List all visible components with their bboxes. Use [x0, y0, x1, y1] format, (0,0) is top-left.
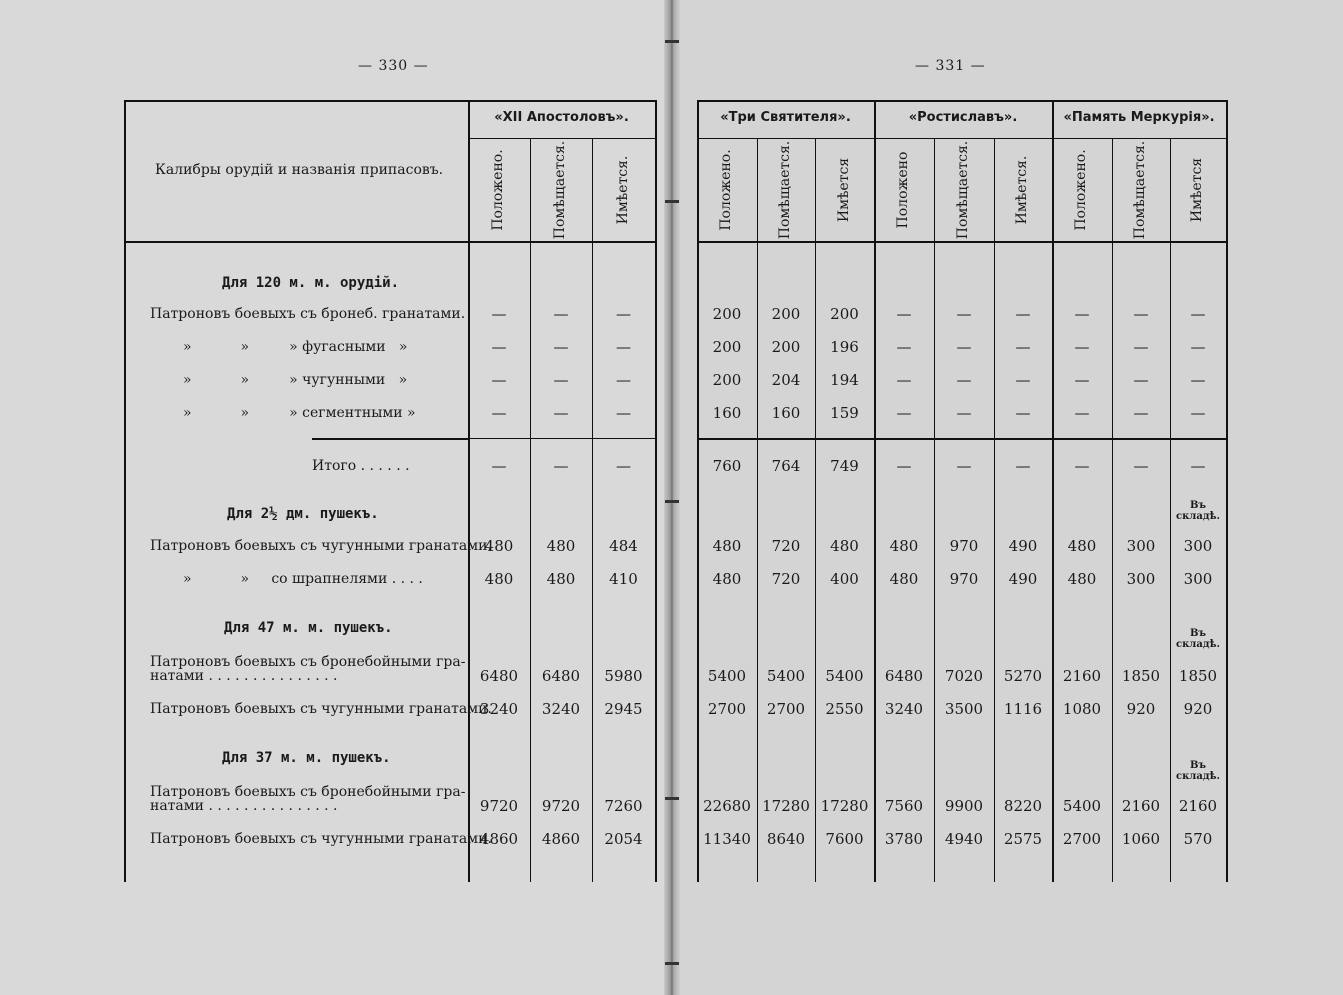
table-cell: 5980 [604, 667, 643, 685]
section-title: Для 37 м. м. пушекъ. [222, 750, 391, 766]
table-cell: — [1015, 371, 1031, 389]
table-cell: 1060 [1121, 830, 1161, 848]
column-header: Положено [895, 151, 911, 229]
total-rule [697, 438, 1226, 440]
table-cell: — [1074, 305, 1090, 323]
table-cell: — [1074, 371, 1090, 389]
table-cell: — [491, 404, 507, 422]
row-label: Патроновъ боевыхъ съ чугунными гранатами. [150, 701, 492, 717]
row-label: Патроновъ боевыхъ съ бронебойными гра- [150, 654, 466, 670]
table-cell: 400 [830, 570, 859, 588]
table-cell: 410 [609, 570, 638, 588]
table-cell: — [1190, 457, 1206, 475]
book-spine [664, 0, 680, 995]
page-number-left: — 330 — [358, 58, 429, 74]
column-header: Помѣщается. [955, 140, 971, 240]
column-header: Помѣщается. [1132, 140, 1148, 240]
table-cell: — [1074, 457, 1090, 475]
table-cell: 2945 [604, 700, 643, 718]
table-cell: — [1133, 338, 1149, 356]
table-cell: — [1133, 305, 1149, 323]
table-cell: 920 [1183, 700, 1213, 718]
table-cell: 17280 [820, 797, 869, 815]
table-cell: 4860 [541, 830, 581, 848]
table-cell: — [956, 305, 972, 323]
table-cell: 196 [830, 338, 859, 356]
table-cell: — [1190, 371, 1206, 389]
section-title: Для 120 м. м. орудій. [222, 275, 400, 291]
row-label: натами . . . . . . . . . . . . . . . [150, 798, 338, 814]
table-cell: 5400 [766, 667, 806, 685]
table-cell: 9720 [479, 797, 519, 815]
table-cell: 200 [771, 305, 801, 323]
column-rule [815, 138, 816, 882]
table-cell: 1850 [1178, 667, 1218, 685]
row-label: » » » фугасными » [183, 339, 408, 355]
row-label: Патроновъ боевыхъ съ бронеб. гранатами. [150, 306, 466, 322]
ship-header-rule [1052, 138, 1226, 139]
table-cell: 194 [830, 371, 859, 389]
table-cell: 480 [889, 537, 919, 555]
page-number-right: — 331 — [915, 58, 986, 74]
column-rule [655, 100, 657, 882]
table-cell: 9720 [541, 797, 581, 815]
table-cell: 159 [830, 404, 859, 422]
table-cell: 2700 [707, 700, 747, 718]
table-left-rule [124, 100, 126, 882]
ship-header-rule [468, 138, 655, 139]
table-cell: 720 [771, 570, 801, 588]
table-cell: — [956, 338, 972, 356]
table-cell: 970 [949, 570, 979, 588]
first-column-header: Калибры орудій и названія припасовъ. [155, 162, 444, 178]
table-cell: 200 [771, 338, 801, 356]
column-header: Положено. [490, 149, 506, 231]
row-label: » » » чугунными » [183, 372, 408, 388]
column-header: Положено. [718, 149, 734, 231]
table-cell: 3500 [944, 700, 984, 718]
table-cell: 8220 [1003, 797, 1043, 815]
total-rule [312, 438, 468, 440]
column-header: Имѣется. [1014, 155, 1030, 225]
table-cell: — [1190, 404, 1206, 422]
table-cell: 8640 [766, 830, 806, 848]
column-header: Помѣщается. [552, 140, 568, 240]
table-cell: 9900 [944, 797, 984, 815]
table-cell: 160 [712, 404, 742, 422]
table-cell: — [896, 404, 912, 422]
total-rule [468, 438, 655, 439]
table-cell: — [491, 457, 507, 475]
stitch-mark [665, 200, 679, 203]
column-rule [468, 100, 470, 882]
table-cell: 1080 [1062, 700, 1102, 718]
table-cell: 920 [1126, 700, 1156, 718]
table-cell: 570 [1183, 830, 1213, 848]
table-top-rule [697, 100, 1226, 102]
ship-name: «XII Апостоловъ». [494, 110, 629, 125]
table-cell: 720 [771, 537, 801, 555]
table-cell: 2700 [766, 700, 806, 718]
table-cell: — [553, 404, 569, 422]
stitch-mark [665, 40, 679, 43]
table-cell: 300 [1126, 537, 1156, 555]
column-header: Имѣется [1189, 157, 1205, 223]
table-cell: — [616, 457, 631, 475]
table-cell: — [1133, 404, 1149, 422]
table-cell: 490 [1008, 537, 1038, 555]
table-cell: — [553, 338, 569, 356]
table-cell: 204 [771, 371, 801, 389]
table-cell: 7020 [944, 667, 984, 685]
table-cell: 5270 [1003, 667, 1043, 685]
row-label: Патроновъ боевыхъ съ чугунными гранатами. [150, 538, 492, 554]
table-cell: 200 [712, 305, 742, 323]
table-cell: — [553, 371, 569, 389]
table-cell: 7600 [825, 830, 864, 848]
table-cell: 3240 [541, 700, 581, 718]
column-rule [1052, 100, 1054, 882]
table-cell: — [616, 404, 631, 422]
table-cell: 200 [830, 305, 859, 323]
table-cell: — [1015, 404, 1031, 422]
table-cell: 480 [712, 537, 742, 555]
column-rule [530, 138, 531, 882]
table-cell: 480 [889, 570, 919, 588]
column-header: Имѣется [835, 157, 852, 223]
table-cell: 5400 [707, 667, 747, 685]
table-cell: — [896, 338, 912, 356]
table-cell: — [1190, 305, 1206, 323]
row-label: Патроновъ боевыхъ съ бронебойными гра- [150, 784, 466, 800]
table-cell: — [1015, 305, 1031, 323]
column-rule [994, 138, 995, 882]
table-cell: 480 [546, 537, 576, 555]
table-cell: 1116 [1003, 700, 1043, 718]
table-cell: 2550 [825, 700, 864, 718]
section-title: Для 2½ дм. пушекъ. [227, 506, 379, 522]
table-cell: — [616, 371, 631, 389]
table-cell: 764 [771, 457, 801, 475]
table-cell: 970 [949, 537, 979, 555]
table-cell: 160 [771, 404, 801, 422]
table-cell: — [553, 305, 569, 323]
stitch-mark [665, 797, 679, 800]
column-header: Помѣщается. [777, 140, 793, 240]
table-cell: — [1133, 457, 1149, 475]
total-label: Итого . . . . . . [312, 458, 410, 474]
table-cell: 484 [609, 537, 638, 555]
storage-note: Въ складѣ. [1175, 760, 1221, 782]
storage-note: Въ складѣ. [1175, 628, 1221, 650]
stitch-mark [665, 500, 679, 503]
table-cell: 749 [830, 457, 859, 475]
table-cell: 2160 [1121, 797, 1161, 815]
table-cell: 22680 [703, 797, 751, 815]
table-cell: — [896, 305, 912, 323]
table-cell: 2160 [1178, 797, 1218, 815]
table-cell: 4860 [479, 830, 519, 848]
table-cell: — [616, 305, 631, 323]
table-cell: 300 [1183, 570, 1213, 588]
table-cell: — [491, 371, 507, 389]
table-cell: 3780 [884, 830, 924, 848]
table-cell: — [896, 371, 912, 389]
column-rule [592, 138, 593, 882]
column-rule [697, 100, 699, 882]
table-cell: 490 [1008, 570, 1038, 588]
table-top-rule [124, 100, 655, 102]
table-cell: 6480 [541, 667, 581, 685]
column-header: Положено. [1073, 149, 1089, 231]
table-cell: 480 [1067, 537, 1097, 555]
column-rule [1226, 100, 1228, 882]
table-cell: — [956, 404, 972, 422]
table-cell: 2054 [604, 830, 643, 848]
table-cell: 1850 [1121, 667, 1161, 685]
table-cell: — [1074, 338, 1090, 356]
table-cell: — [1015, 457, 1031, 475]
table-cell: 300 [1183, 537, 1213, 555]
row-label: Патроновъ боевыхъ съ чугунными гранатами. [150, 831, 492, 847]
column-rule [757, 138, 758, 882]
table-cell: 17280 [762, 797, 810, 815]
table-cell: — [1133, 371, 1149, 389]
table-cell: 6480 [884, 667, 924, 685]
row-label: натами . . . . . . . . . . . . . . . [150, 668, 338, 684]
table-cell: — [1015, 338, 1031, 356]
table-cell: — [491, 305, 507, 323]
table-cell: — [553, 457, 569, 475]
row-label: » » со шрапнелями . . . . [183, 571, 423, 587]
table-cell: 2160 [1062, 667, 1102, 685]
table-cell: 300 [1126, 570, 1156, 588]
header-bottom-rule [697, 241, 1226, 243]
table-cell: 3240 [479, 700, 519, 718]
table-cell: 6480 [479, 667, 519, 685]
table-cell: 200 [712, 371, 742, 389]
ship-name: «Память Меркурія». [1063, 110, 1215, 125]
table-cell: — [1074, 404, 1090, 422]
table-cell: 5400 [825, 667, 864, 685]
table-cell: 5400 [1062, 797, 1102, 815]
table-cell: 480 [830, 537, 859, 555]
section-title: Для 47 м. м. пушекъ. [224, 620, 393, 636]
table-cell: — [1190, 338, 1206, 356]
column-header: Имѣется. [614, 155, 631, 225]
storage-note: Въ складѣ. [1175, 500, 1221, 522]
column-rule [1112, 138, 1113, 882]
table-cell: 200 [712, 338, 742, 356]
table-cell: — [896, 457, 912, 475]
table-cell: 2700 [1062, 830, 1102, 848]
table-cell: 7260 [604, 797, 643, 815]
ship-header-rule [697, 138, 874, 139]
header-bottom-rule [124, 241, 655, 243]
table-cell: — [956, 457, 972, 475]
ship-name: «Три Святителя». [720, 110, 851, 125]
table-cell: 2575 [1003, 830, 1043, 848]
ship-header-rule [874, 138, 1052, 139]
table-cell: 4940 [944, 830, 984, 848]
ship-name: «Ростиславъ». [908, 110, 1018, 125]
table-cell: 480 [712, 570, 742, 588]
table-cell: 760 [712, 457, 742, 475]
table-cell: 480 [484, 570, 514, 588]
table-cell: — [956, 371, 972, 389]
table-cell: 480 [1067, 570, 1097, 588]
table-cell: 480 [546, 570, 576, 588]
table-cell: 3240 [884, 700, 924, 718]
table-cell: 7560 [884, 797, 924, 815]
column-rule [934, 138, 935, 882]
table-cell: 480 [484, 537, 514, 555]
table-cell: — [616, 338, 631, 356]
table-cell: — [491, 338, 507, 356]
row-label: » » » сегментными » [183, 405, 416, 421]
column-rule [874, 100, 876, 882]
stitch-mark [665, 962, 679, 965]
table-cell: 11340 [703, 830, 751, 848]
